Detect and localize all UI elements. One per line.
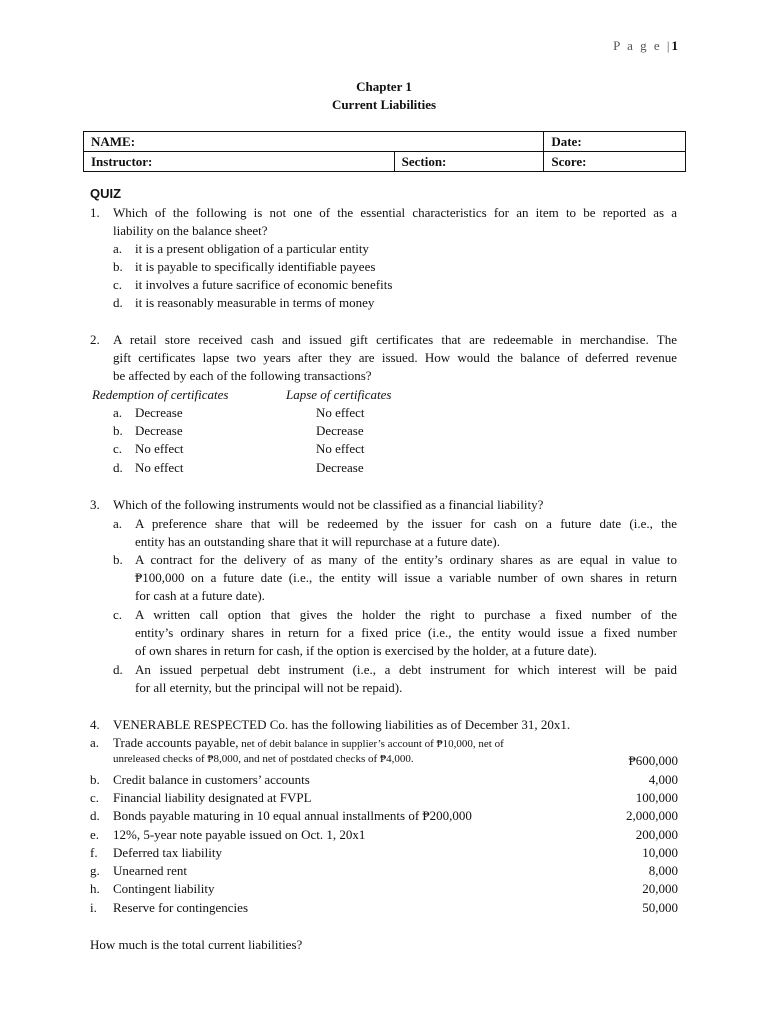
option-text: it is payable to specifically identifiable payees: [135, 259, 376, 274]
question-number: 1.: [90, 205, 100, 220]
option-letter: b.: [113, 552, 123, 567]
item-text: Contingent liability: [113, 881, 215, 896]
option-redemption: Decrease: [135, 405, 183, 420]
item-text: Unearned rent: [113, 863, 187, 878]
item-amount: 2,000,000: [626, 808, 678, 823]
option-lapse: Decrease: [316, 423, 364, 438]
item-text: [113, 735, 504, 751]
option-lapse: No effect: [316, 405, 365, 420]
option-letter: b.: [113, 423, 123, 438]
page-separator: |: [666, 38, 672, 53]
item-label: Trade accounts payable,: [113, 735, 239, 750]
question-number: 2.: [90, 332, 100, 347]
question-text: be affected by each of the following transactions?: [113, 368, 372, 383]
question-text: gift certificates lapse two years after they are issued. How would the balance of deferred revenue: [113, 350, 677, 365]
option-letter: d.: [113, 295, 123, 310]
item-letter: d.: [90, 808, 100, 823]
option-lapse: Decrease: [316, 460, 364, 475]
option-text: A preference share that will be redeemed by the issuer for cash on a future date (i.e., the: [135, 516, 677, 531]
item-note: net of debit balance in supplier’s account of ₱10,000, net of: [238, 738, 504, 750]
column-header-lapse: Lapse of certificates: [286, 387, 392, 402]
question-text: A retail store received cash and issued gift certificates that are redeemable in merchandise. The: [113, 332, 677, 347]
option-redemption: No effect: [135, 441, 184, 456]
page-number-value: 1: [671, 38, 678, 53]
question-number: 4.: [90, 717, 100, 732]
item-text: Bonds payable maturing in 10 equal annual installments of ₱200,000: [113, 808, 472, 823]
student-info-table: [83, 131, 686, 172]
item-letter: e.: [90, 827, 100, 842]
option-letter: c.: [113, 277, 123, 292]
chapter-title: Current Liabilities: [331, 97, 437, 112]
option-text: it is reasonably measurable in terms of money: [135, 295, 375, 310]
section-field: Section:: [394, 152, 544, 172]
item-letter: i.: [90, 900, 97, 915]
option-redemption: Decrease: [135, 423, 183, 438]
item-text: Financial liability designated at FVPL: [113, 790, 312, 805]
option-letter: d.: [113, 662, 123, 677]
option-letter: a.: [113, 516, 123, 531]
item-letter: f.: [90, 845, 98, 860]
item-letter: b.: [90, 772, 100, 787]
item-amount: 8,000: [648, 863, 678, 878]
item-text: 12%, 5-year note payable issued on Oct. 1, 20x1: [113, 827, 366, 842]
item-amount: 100,000: [635, 790, 678, 805]
item-letter: h.: [90, 881, 100, 896]
option-text: for all eternity, but the principal will not be repaid).: [135, 680, 403, 695]
page-label: P a g e: [613, 38, 662, 53]
item-text: Deferred tax liability: [113, 845, 223, 860]
date-field: Date:: [544, 132, 686, 152]
item-letter: c.: [90, 790, 100, 805]
item-letter: a.: [90, 735, 100, 750]
chapter-label: Chapter 1: [356, 79, 412, 94]
item-amount: 4,000: [648, 772, 678, 787]
option-text: entity’s ordinary shares in return for a fixed price (i.e., the entity would issue a fixed number: [135, 625, 677, 640]
item-text: Reserve for contingencies: [113, 900, 249, 915]
item-amount: 50,000: [642, 900, 678, 915]
score-field: Score:: [544, 152, 686, 172]
question-text: liability on the balance sheet?: [113, 223, 268, 238]
option-text: A written call option that gives the holder the right to purchase a fixed number of the: [135, 607, 677, 622]
question-text: Which of the following is not one of the essential characteristics for an item to be reported as a: [113, 205, 677, 220]
option-letter: b.: [113, 259, 123, 274]
option-letter: c.: [113, 441, 123, 456]
option-text: of own shares in return for cash, if the option is exercised by the holder, at a future date).: [135, 643, 597, 658]
question-text: VENERABLE RESPECTED Co. has the following liabilities as of December 31, 20x1.: [113, 717, 571, 732]
option-text: ₱100,000 on a future date (i.e., the entity will issue a variable number of own shares in return: [135, 570, 677, 585]
option-letter: a.: [113, 241, 123, 256]
name-field: NAME:: [84, 132, 544, 152]
question-text: Which of the following instruments would not be classified as a financial liability?: [113, 497, 544, 512]
option-text: A contract for the delivery of as many of the entity’s ordinary shares as are equal in value to: [135, 552, 677, 567]
item-amount: 200,000: [635, 827, 678, 842]
option-text: An issued perpetual debt instrument (i.e., a debt instrument for which interest will be paid: [135, 662, 677, 677]
item-amount: 20,000: [642, 881, 678, 896]
option-text: it is a present obligation of a particular entity: [135, 241, 369, 256]
option-letter: a.: [113, 405, 123, 420]
option-letter: d.: [113, 460, 123, 475]
option-lapse: No effect: [316, 441, 365, 456]
item-amount: ₱600,000: [628, 753, 678, 768]
item-note: unreleased checks of ₱8,000, and net of postdated checks of ₱4,000.: [113, 753, 414, 765]
option-redemption: No effect: [135, 460, 184, 475]
column-header-redemption: Redemption of certificates: [92, 387, 229, 402]
quiz-heading: QUIZ: [90, 186, 122, 201]
question-number: 3.: [90, 497, 100, 512]
item-letter: g.: [90, 863, 100, 878]
question-prompt: How much is the total current liabilities?: [90, 937, 303, 952]
option-letter: c.: [113, 607, 123, 622]
option-text: it involves a future sacrifice of economic benefits: [135, 277, 393, 292]
page-number: [613, 38, 678, 54]
item-amount: 10,000: [642, 845, 678, 860]
item-text: Credit balance in customers’ accounts: [113, 772, 310, 787]
option-text: entity has an outstanding share that it will repurchase at a future date).: [135, 534, 500, 549]
option-text: for cash at a future date).: [135, 588, 265, 603]
instructor-field: Instructor:: [84, 152, 395, 172]
